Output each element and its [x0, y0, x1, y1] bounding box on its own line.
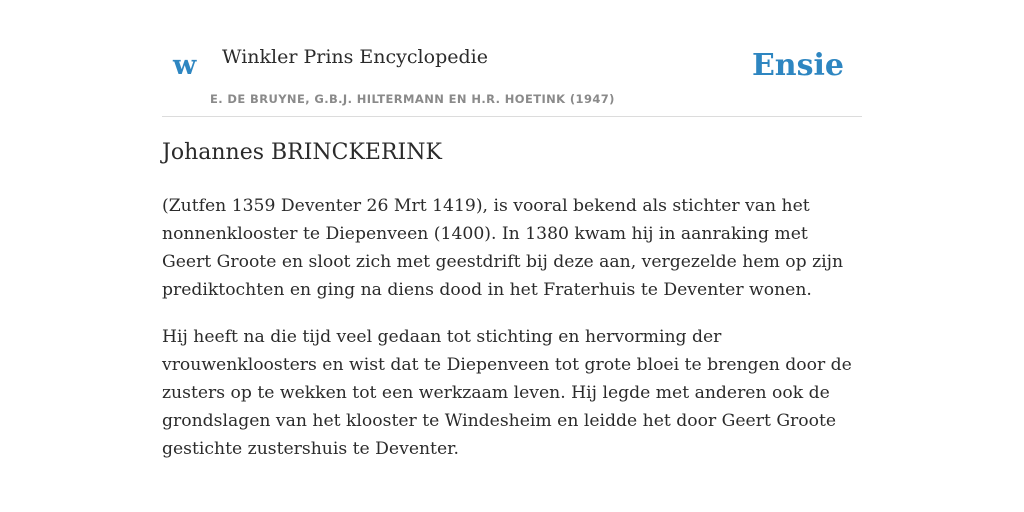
- source-logo[interactable]: w: [173, 50, 197, 81]
- brand-logo[interactable]: Ensie: [751, 48, 844, 83]
- article-page: [162, 0, 862, 459]
- article-body: [162, 192, 862, 482]
- article-paragraph: Hij heeft na die tijd veel gedaan tot stichting en hervorming der vrouwenkloosters en wist dat te Diepenveen tot grote bloei te brengen door de zusters op te wekken tot een werkzaam leven. Hij legde met anderen ook de grondslagen van het klooster te Windesheim en leidde het door Geert Groote gestichte zustershuis te Deventer.: [162, 327, 852, 459]
- source-title-link[interactable]: Winkler Prins Encyclopedie: [222, 46, 488, 68]
- source-authors: E. DE BRUYNE, G.B.J. HILTERMANN EN H.R. HOETINK (1947): [210, 92, 615, 106]
- source-header: [162, 0, 862, 117]
- article-paragraph: (Zutfen 1359 Deventer 26 Mrt 1419), is vooral bekend als stichter van het nonnenklooster te Diepenveen (1400). In 1380 kwam hij in aanraking met Geert Groote en sloot zich met geestdrift bij deze aan, vergezelde hem op zijn prediktochten en ging na diens dood in het Fraterhuis te Deventer wonen.: [162, 196, 844, 300]
- article-title: Johannes BRINCKERINK: [162, 140, 442, 165]
